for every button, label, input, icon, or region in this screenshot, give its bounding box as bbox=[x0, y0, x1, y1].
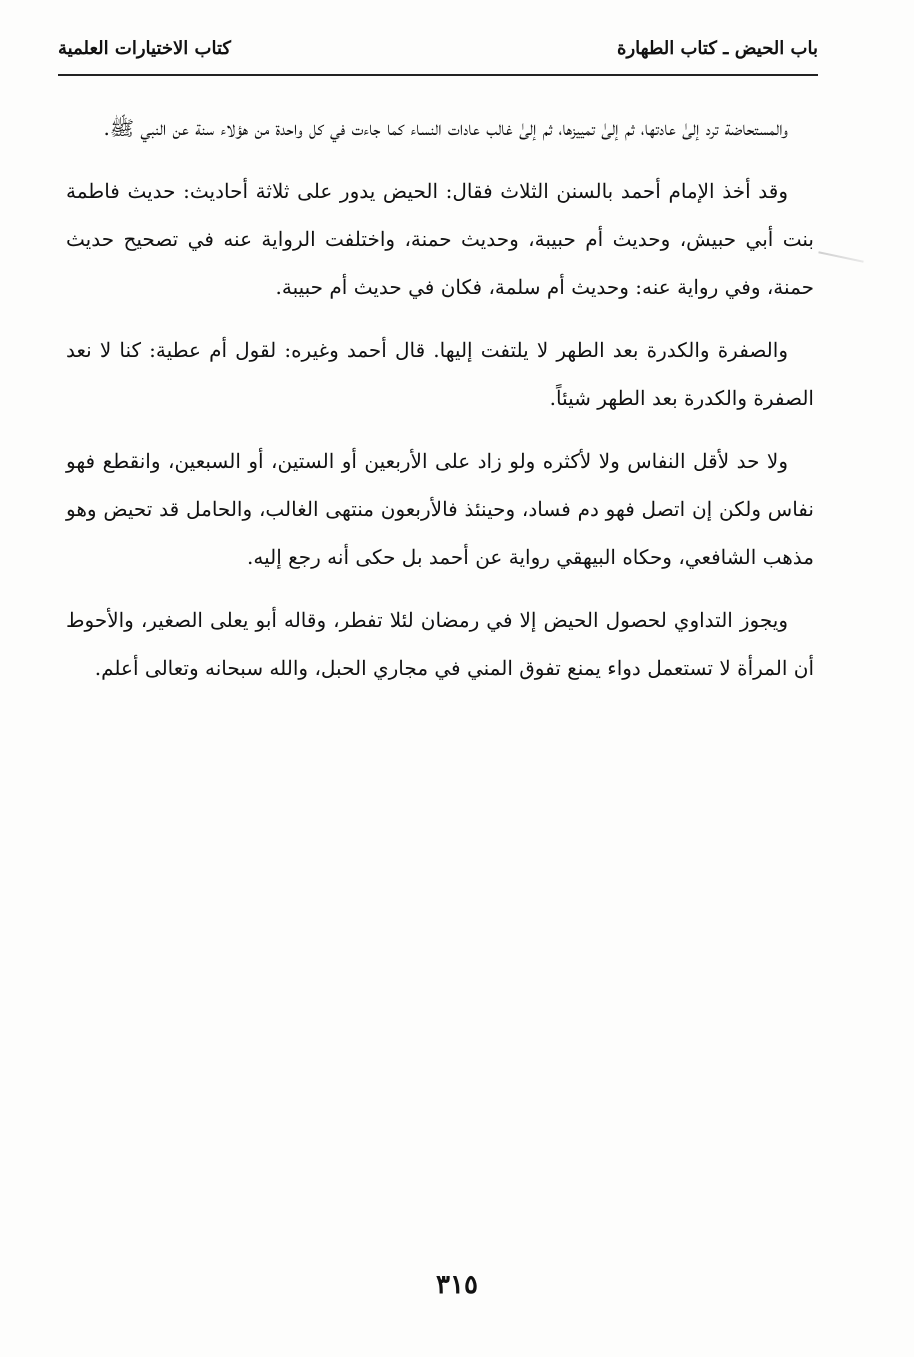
paragraph-tadawi: ويجوز التداوي لحصول الحيض إلا في رمضان لئلا تفطر، وقاله أبو يعلى الصغير، والأحوط أن المرأة لا تستعمل دواء يمنع تفوق المني في مجاري الحبل، والله سبحانه وتعالى أعلم. bbox=[66, 608, 814, 680]
paragraph-istihada: والمستحاضة ترد إلىٰ عادتها، ثم إلىٰ تمييزها، ثم إلىٰ غالب عادات النساء كما جاءت في كل واحدة من هؤلاء سنة عن النبي ﷺ. bbox=[103, 116, 788, 140]
paragraph-sufra-kudra: والصفرة والكدرة بعد الطهر لا يلتفت إليها. قال أحمد وغيره: لقول أم عطية: كنا لا نعد الصفرة والكدرة بعد الطهر شيئاً. bbox=[66, 338, 814, 410]
paragraph-nifas: ولا حد لأقل النفاس ولا لأكثره ولو زاد على الأربعين أو الستين، أو السبعين، وانقطع فهو نفاس ولكن إن اتصل فهو دم فساد، وحينئذ فالأربعون منتهى الغالب، والحامل قد تحيض وهو مذهب الشافعي، وحكاه البيهقي رواية عن أحمد بل حكى أنه رجع إليه. bbox=[66, 449, 814, 569]
paragraph-three-hadiths: وقد أخذ الإمام أحمد بالسنن الثلاث فقال: الحيض يدور على ثلاثة أحاديث: حديث فاطمة بنت أبي حبيش، وحديث أم حبيبة، وحديث حمنة، واختلفت الرواية عنه في تصحيح حديث حمنة، وفي رواية عنه: وحديث أم سلمة، فكان في حديث أم حبيبة. bbox=[66, 179, 814, 299]
main-text bbox=[66, 104, 814, 707]
book-title: كتاب الاختيارات العلمية bbox=[58, 38, 231, 59]
page-number: ٣١٥ bbox=[436, 1270, 478, 1300]
chapter-title: باب الحيض ـ كتاب الطهارة bbox=[617, 38, 818, 59]
margin-mark bbox=[818, 251, 863, 263]
header-divider bbox=[58, 74, 818, 76]
running-header bbox=[58, 38, 818, 72]
